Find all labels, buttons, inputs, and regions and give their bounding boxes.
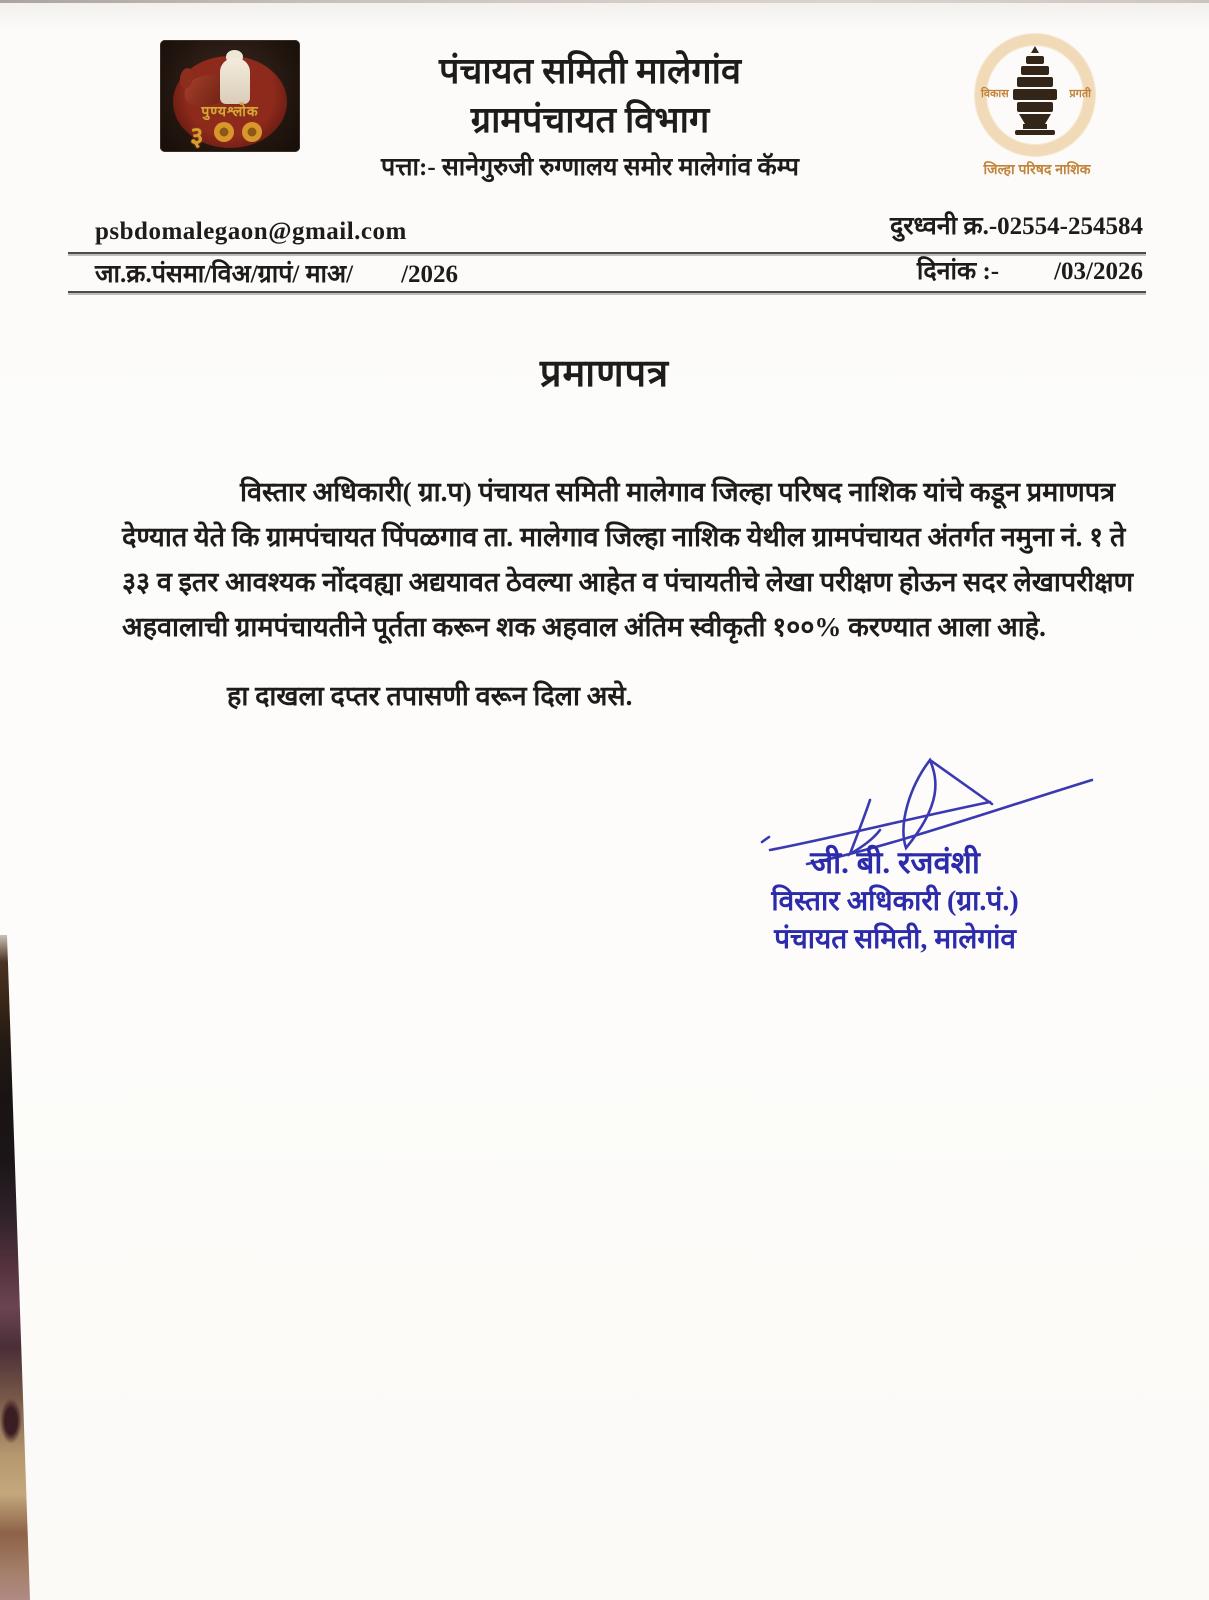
wheel-icon bbox=[214, 122, 234, 142]
body-line: विस्तार अधिकारी( ग्रा.प) पंचायत समिती मालेगाव जिल्हा परिषद नाशिक यांचे कडून प्रमाणपत्र bbox=[240, 477, 1116, 507]
email-text: psbdomalegaon@gmail.com bbox=[95, 218, 407, 245]
certificate-heading: प्रमाणपत्र bbox=[539, 353, 670, 395]
emblem-caption: जिल्हा परिषद नाशिक bbox=[983, 161, 1091, 177]
hands-tower-icon bbox=[999, 44, 1071, 144]
certificate-body bbox=[122, 470, 1134, 650]
signatory-designation: विस्तार अधिकारी (ग्रा.पं.) bbox=[771, 886, 1019, 917]
body-line: ३३ व इतर आवश्यक नोंदवह्या अद्ययावत ठेवल्या आहेत व पंचायतीचे लेखा परीक्षण होऊन सदर लेखापरीक्षण bbox=[122, 567, 1134, 597]
signatory-name: जी. बी. रजवंशी bbox=[810, 845, 980, 880]
body-line: देण्यात येते कि ग्रामपंचायत पिंपळगाव ता. मालेगाव जिल्हा नाशिक येथील ग्रामपंचायत अंतर्गत नमुना नं. १ ते bbox=[122, 522, 1126, 552]
panchayat-raj-logo bbox=[160, 40, 300, 152]
background-fabric-spot bbox=[0, 1398, 22, 1444]
rider-figure-icon bbox=[220, 58, 250, 104]
org-title: पंचायत समिती मालेगांव bbox=[439, 51, 741, 91]
logo-band-text: पुण्यश्लोक bbox=[201, 103, 259, 119]
signature-block bbox=[740, 843, 1050, 958]
address-line: पत्ता:- सानेगुरुजी रुग्णालय समोर मालेगांव कॅम्प bbox=[381, 153, 799, 181]
horizontal-rule-bottom bbox=[68, 291, 1146, 293]
date-label: दिनांक :- bbox=[916, 258, 1000, 285]
reference-prefix: जा.क्र.पंसमा/विअ/ग्रापं/ माअ/ bbox=[95, 261, 354, 288]
date-row bbox=[917, 253, 1143, 287]
scan-top-edge bbox=[0, 0, 1209, 3]
emblem-right-text: प्रगती bbox=[1069, 88, 1091, 100]
date-value: /03/2026 bbox=[1054, 258, 1143, 285]
logo-number-text: ३ bbox=[190, 122, 204, 151]
body-line: अहवालाची ग्रामपंचायतीने पूर्तता करून शक अहवाल अंतिम स्वीकृती १००% करण्यात आला आहे. bbox=[122, 612, 1046, 642]
wheel-icon bbox=[242, 122, 262, 142]
letterhead bbox=[310, 46, 870, 183]
reference-number bbox=[95, 256, 458, 290]
signatory-office: पंचायत समिती, मालेगांव bbox=[774, 924, 1016, 955]
background-fabric bbox=[0, 935, 34, 1600]
dept-title: ग्रामपंचायत विभाग bbox=[470, 100, 710, 141]
emblem-left-text: विकास bbox=[981, 88, 1009, 100]
reference-year: /2026 bbox=[401, 261, 459, 288]
closing-line: हा दाखला दप्तर तपासणी वरून दिला असे. bbox=[227, 681, 633, 711]
zilla-parishad-emblem bbox=[975, 34, 1095, 156]
phone-text: दुरध्वनी क्र.-02554-254584 bbox=[889, 213, 1143, 240]
